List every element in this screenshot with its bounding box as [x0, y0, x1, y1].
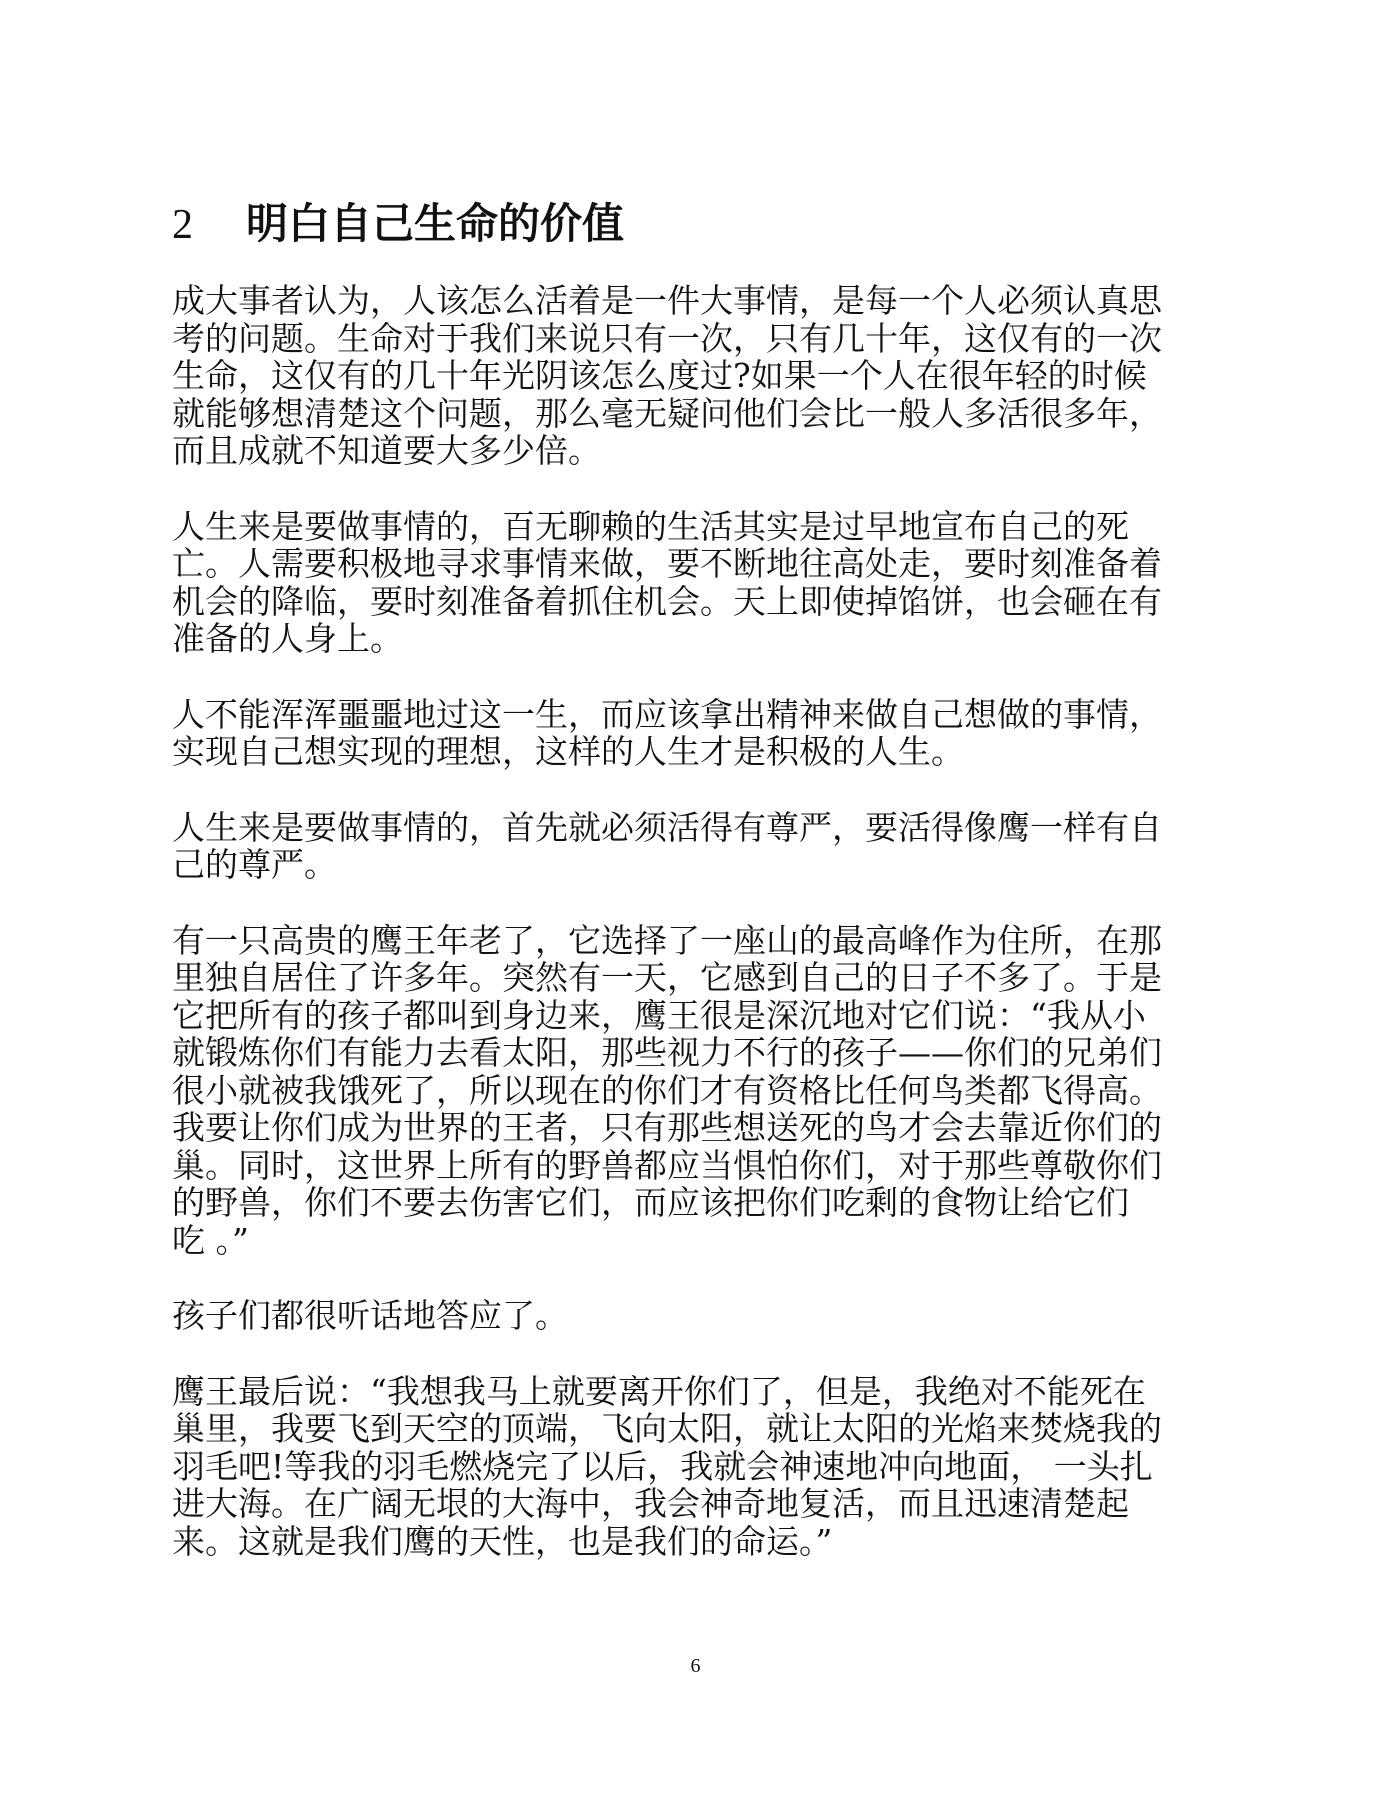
paragraph	[172, 1373, 1190, 1561]
text-line: 实现自己想实现的理想，这样的人生才是积极的人生。	[172, 732, 964, 771]
text-line: 生命，这仅有的几十年光阴该怎么度过?如果一个人在很年轻的时候	[172, 356, 1147, 395]
text-line: 考的问题。生命对于我们来说只有一次，只有几十年，这仅有的一次	[172, 318, 1162, 358]
text-line: 进大海。在广阔无垠的大海中，我会神奇地复活，而且迅速清楚起	[172, 1484, 1129, 1523]
page-number: 6	[690, 1655, 701, 1677]
paragraph	[172, 696, 1190, 771]
text-line: 很小就被我饿死了，所以现在的你们才有资格比任何鸟类都飞得高。	[172, 1070, 1162, 1110]
text-line: 巢。同时，这世界上所有的野兽都应当惧怕你们，对于那些尊敬你们	[172, 1145, 1162, 1185]
text-line: 的野兽，你们不要去伤害它们，而应该把你们吃剩的食物让给它们	[172, 1183, 1129, 1222]
paragraph	[172, 922, 1190, 1260]
text-line: 就能够想清楚这个问题，那么毫无疑问他们会比一般人多活很多年，	[172, 393, 1162, 433]
paragraph	[172, 508, 1190, 658]
text-line: 鹰王最后说：“我想我马上就要离开你们了，但是，我绝对不能死在	[172, 1371, 1146, 1411]
section-title: 明白自己生命的价值	[246, 199, 625, 248]
text-line: 孩子们都很听话地答应了。	[172, 1296, 568, 1335]
text-line: 吃 。”	[172, 1220, 249, 1260]
text-line: 亡。人需要积极地寻求事情来做，要不断地往高处走，要时刻准备着	[172, 544, 1162, 583]
text-line: 准备的人身上。	[172, 619, 403, 658]
text-line: 机会的降临，要时刻准备着抓住机会。天上即使掉馅饼，也会砸在有	[172, 581, 1162, 621]
text-line: 里独自居住了许多年。突然有一天，它感到自己的日子不多了。于是	[172, 958, 1162, 997]
text-line: 而且成就不知道要大多少倍。	[172, 431, 601, 470]
text-line: 人生来是要做事情的，百无聊赖的生活其实是过早地宣布自己的死	[172, 506, 1129, 546]
paragraph	[172, 809, 1190, 884]
text-line: 巢里，我要飞到天空的顶端，飞向太阳，就让太阳的光焰来焚烧我的	[172, 1409, 1162, 1448]
text-line: 己的尊严。	[172, 845, 337, 884]
section-heading	[172, 196, 624, 253]
text-line: 羽毛吧!等我的羽毛燃烧完了以后，我就会神速地冲向地面， 一头扎	[172, 1446, 1153, 1486]
section-number: 2	[172, 202, 193, 248]
text-line: 人生来是要做事情的，首先就必须活得有尊严，要活得像鹰一样有自	[172, 807, 1162, 847]
text-line: 有一只高贵的鹰王年老了，它选择了一座山的最高峰作为住所，在那	[172, 920, 1162, 960]
body-text	[172, 282, 1190, 1598]
paragraph	[172, 282, 1190, 470]
paragraph	[172, 1297, 1190, 1335]
text-line: 就锻炼你们有能力去看太阳，那些视力不行的孩子——你们的兄弟们	[172, 1033, 1162, 1072]
text-line: 成大事者认为，人该怎么活着是一件大事情，是每一个人必须认真思	[172, 281, 1162, 320]
text-line: 人不能浑浑噩噩地过这一生，而应该拿出精神来做自己想做的事情，	[172, 694, 1162, 734]
text-line: 来。这就是我们鹰的天性，也是我们的命运。”	[172, 1521, 833, 1561]
text-line: 我要让你们成为世界的王者，只有那些想送死的鸟才会去靠近你们的	[172, 1108, 1162, 1147]
text-line: 它把所有的孩子都叫到身边来，鹰王很是深沉地对它们说：“我从小	[172, 995, 1146, 1035]
